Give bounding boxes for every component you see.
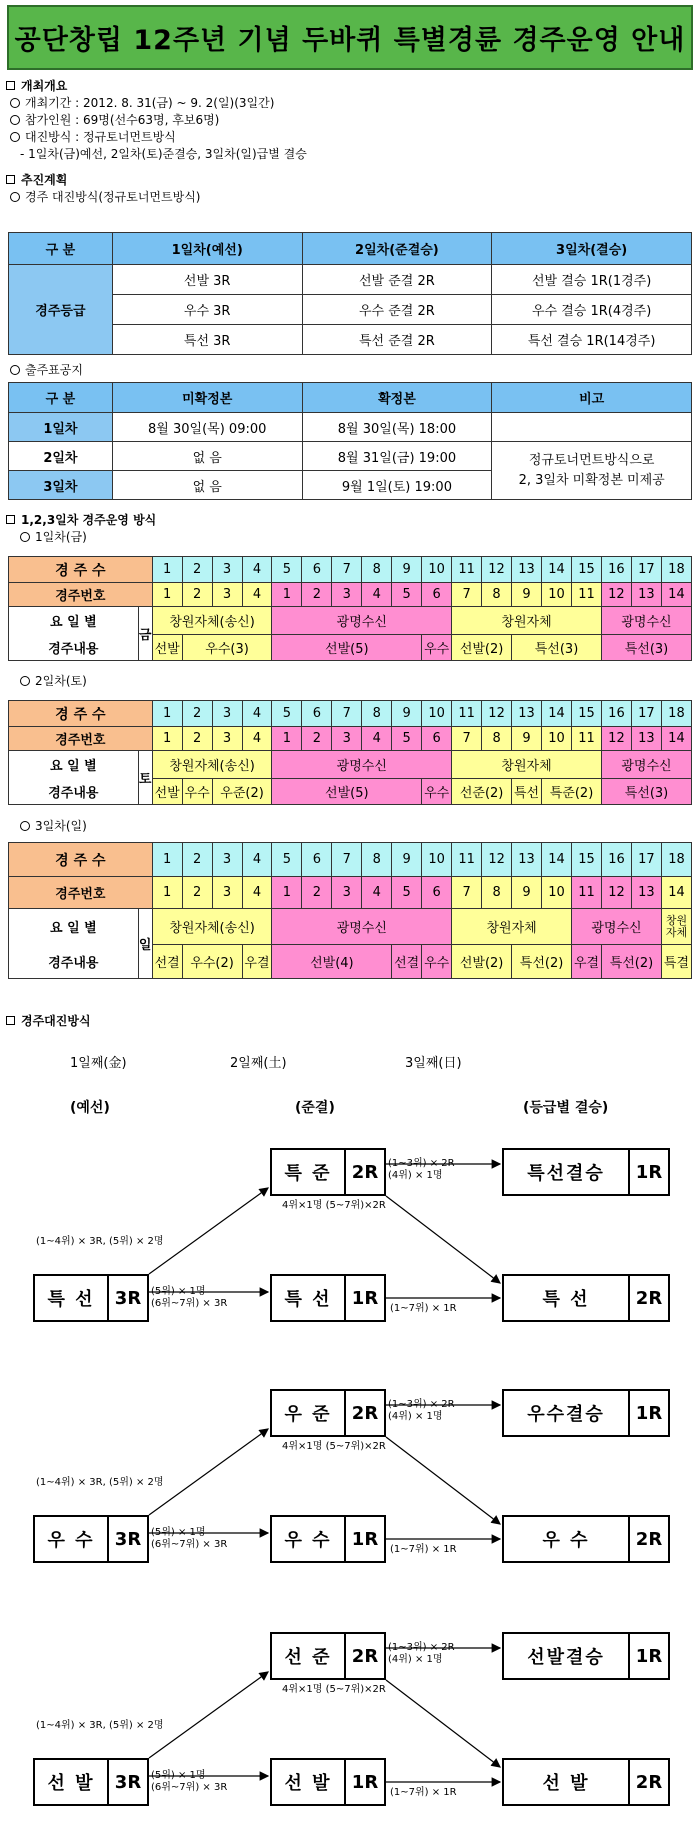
- race-count-cell: 9: [392, 843, 422, 877]
- venue: 창원자체: [452, 607, 602, 635]
- venue: 광명수신: [601, 607, 691, 635]
- bracket-box-name: 특 준: [272, 1150, 346, 1194]
- race-no-cell: 2: [302, 583, 332, 607]
- race-count-cell: 8: [362, 843, 392, 877]
- table-cell: 9월 1일(토) 19:00: [302, 471, 492, 500]
- race-content: 선준(2): [452, 779, 512, 805]
- bracket-note: (4위) × 1명: [388, 1411, 443, 1422]
- bracket-box-rounds: 2R: [635, 1287, 663, 1309]
- race-count-cell: 16: [601, 701, 631, 727]
- race-count-cell: 9: [392, 557, 422, 583]
- race-no-cell: 6: [422, 583, 452, 607]
- bracket-box-name: 특 선: [35, 1276, 109, 1320]
- bracket-box-rounds: 2R: [635, 1528, 663, 1550]
- race-no-cell: 4: [362, 583, 392, 607]
- bracket-box-rounds: 3R: [114, 1771, 142, 1793]
- bracket-note: (5위) × 1명: [151, 1770, 206, 1781]
- race-count-cell: 14: [542, 701, 572, 727]
- race-count-cell: 6: [302, 843, 332, 877]
- race-content: 특준(2): [542, 779, 602, 805]
- race-count-cell: 16: [601, 557, 631, 583]
- race-no-cell: 10: [542, 583, 572, 607]
- race-count-cell: 1: [152, 557, 182, 583]
- overview-sub: - 1일차(금)예선, 2일차(토)준결승, 3일차(일)급별 결승: [20, 147, 307, 161]
- schedule-heading: 1,2,3일차 경주운영 방식: [21, 513, 157, 527]
- race-count-cell: 5: [272, 557, 302, 583]
- race-count-cell: 2: [182, 843, 212, 877]
- race-no-cell: 2: [182, 877, 212, 909]
- overview-item: 참가인원 : 69명(선수63명, 후보6명): [25, 113, 220, 127]
- race-no-cell: 3: [332, 583, 362, 607]
- race-count-cell: 1: [152, 701, 182, 727]
- table-header: 미확정본: [112, 383, 302, 413]
- bracket-note: (6위~7위) × 3R: [151, 1782, 228, 1793]
- day-label: 1일째(金): [70, 1056, 127, 1071]
- race-no-cell: 14: [661, 877, 691, 909]
- bracket-box-name: 선발결승: [504, 1634, 630, 1678]
- publish-heading: 출주표공지: [25, 363, 83, 377]
- row-label: 1일차: [9, 413, 113, 442]
- table-header: 2일차(준결승): [302, 233, 492, 265]
- race-no-cell: 5: [392, 877, 422, 909]
- day1-label: 1일차(금): [35, 530, 87, 544]
- race-count-cell: 2: [182, 557, 212, 583]
- race-no-cell: 1: [272, 583, 302, 607]
- day-label: 3일째(日): [405, 1056, 462, 1071]
- race-no-cell: 4: [242, 583, 272, 607]
- race-content: 특선(2): [512, 945, 572, 979]
- bracket-note: (1~3위) × 2R: [388, 1158, 455, 1169]
- race-count-cell: 2: [182, 701, 212, 727]
- race-content: 특선(2): [601, 945, 661, 979]
- bracket-heading: 경주대진방식: [21, 1014, 91, 1028]
- race-count-cell: 4: [242, 843, 272, 877]
- overview-heading: 개최개요: [21, 79, 68, 93]
- table-header: 확정본: [302, 383, 492, 413]
- race-no-cell: 3: [212, 583, 242, 607]
- daily-label: 요 일 별: [9, 607, 139, 635]
- race-count-cell: 5: [272, 701, 302, 727]
- venue: 광명수신: [272, 909, 452, 945]
- race-content: 우결: [242, 945, 272, 979]
- race-content: 선발(5): [272, 779, 422, 805]
- race-no-cell: 7: [452, 727, 482, 751]
- bracket-arrow: [386, 1437, 500, 1524]
- bracket-box-rounds: 1R: [351, 1528, 379, 1550]
- bracket-box-name: 우 수: [272, 1517, 346, 1561]
- race-count-cell: 10: [422, 701, 452, 727]
- race-content: 특결: [661, 945, 691, 979]
- plan-heading: 추진계획: [21, 173, 68, 187]
- bracket-box-name: 선 발: [35, 1760, 109, 1804]
- weekday: 일: [138, 909, 152, 979]
- bracket-box-rounds: 1R: [351, 1771, 379, 1793]
- race-no-cell: 3: [332, 727, 362, 751]
- bracket-note: (1~7위) × 1R: [390, 1544, 457, 1555]
- race-content: 특선(3): [512, 635, 602, 661]
- race-count-cell: 8: [362, 701, 392, 727]
- race-count-label: 경 주 수: [9, 701, 153, 727]
- race-no-cell: 3: [212, 877, 242, 909]
- venue: 창원자체: [452, 751, 602, 779]
- race-no-cell: 8: [482, 877, 512, 909]
- race-count-cell: 6: [302, 557, 332, 583]
- race-count-label: 경 주 수: [9, 843, 153, 877]
- race-count-cell: 5: [272, 843, 302, 877]
- race-no-cell: 1: [152, 877, 182, 909]
- race-content: 우수(2): [182, 945, 242, 979]
- bracket-box-rounds: 3R: [114, 1528, 142, 1550]
- race-count-cell: 18: [661, 701, 691, 727]
- table-cell: 선발 3R: [112, 265, 302, 295]
- bracket-note: (1~4위) × 3R, (5위) × 2명: [36, 1720, 164, 1731]
- race-no-cell: 2: [182, 583, 212, 607]
- venue: 창원자체(송신): [152, 909, 272, 945]
- table-cell: 특선 3R: [112, 325, 302, 355]
- bracket-box-name: 선 준: [272, 1634, 346, 1678]
- race-no-cell: 14: [661, 583, 691, 607]
- bracket-note: (1~7위) × 1R: [390, 1303, 457, 1314]
- bracket-box-name: 특선결승: [504, 1150, 630, 1194]
- race-no-cell: 4: [362, 727, 392, 751]
- race-no-cell: 13: [631, 583, 661, 607]
- race-content: 선발: [152, 635, 182, 661]
- daily-label: 요 일 별: [9, 751, 139, 779]
- race-content: 우결: [572, 945, 602, 979]
- race-no-cell: 11: [572, 877, 602, 909]
- venue: 광명수신: [272, 751, 452, 779]
- race-count-cell: 11: [452, 557, 482, 583]
- plan-sub-heading: 경주 대진방식(정규토너먼트방식): [25, 190, 201, 204]
- race-content: 선발(2): [452, 635, 512, 661]
- bracket-note: 4위×1명 (5~7위)×2R: [282, 1200, 386, 1211]
- race-no-cell: 10: [542, 727, 572, 751]
- bracket-arrow: [149, 1429, 268, 1515]
- race-count-cell: 4: [242, 701, 272, 727]
- race-count-cell: 11: [452, 701, 482, 727]
- bracket-box-rounds: 1R: [635, 1161, 663, 1183]
- table-cell: 우수 준결 2R: [302, 295, 492, 325]
- bracket-box-name: 우 수: [35, 1517, 109, 1561]
- race-count-cell: 17: [631, 557, 661, 583]
- race-no-cell: 5: [392, 727, 422, 751]
- day2-label: 2일차(토): [35, 674, 87, 688]
- bracket-note: (1~3위) × 2R: [388, 1642, 455, 1653]
- race-count-cell: 12: [482, 701, 512, 727]
- table-header: 구 분: [9, 233, 113, 265]
- race-content: 우수: [422, 779, 452, 805]
- bracket-arrow: [386, 1196, 500, 1283]
- bracket-arrow: [386, 1680, 500, 1767]
- table-cell: 선발 준결 2R: [302, 265, 492, 295]
- stage-label: (예선): [70, 1100, 110, 1116]
- race-count-cell: 3: [212, 701, 242, 727]
- bracket-box-rounds: 1R: [635, 1402, 663, 1424]
- bracket-note: (5위) × 1명: [151, 1527, 206, 1538]
- day3-label: 3일차(일): [35, 819, 87, 833]
- bracket-note: (1~3위) × 2R: [388, 1399, 455, 1410]
- stage-label: (준결): [295, 1100, 335, 1116]
- bracket-box-rounds: 1R: [351, 1287, 379, 1309]
- table-header: 비고: [492, 383, 692, 413]
- race-count-cell: 18: [661, 557, 691, 583]
- race-content: 특선(3): [601, 635, 691, 661]
- table-cell: 8월 30일(목) 18:00: [302, 413, 492, 442]
- race-no-label: 경주번호: [9, 877, 153, 909]
- race-content: 우준(2): [212, 779, 272, 805]
- day-label: 2일째(土): [230, 1056, 287, 1071]
- race-no-cell: 3: [212, 727, 242, 751]
- race-count-cell: 15: [572, 701, 602, 727]
- race-no-cell: 9: [512, 727, 542, 751]
- venue: 광명수신: [572, 909, 662, 945]
- race-no-cell: 3: [332, 877, 362, 909]
- race-content: 선발: [152, 779, 182, 805]
- race-count-cell: 17: [631, 843, 661, 877]
- race-content: 우수(3): [182, 635, 272, 661]
- venue: 창원자체: [452, 909, 572, 945]
- overview-item: 대진방식 : 정규토너먼트방식: [25, 130, 176, 144]
- bracket-note: 4위×1명 (5~7위)×2R: [282, 1684, 386, 1695]
- race-no-cell: 9: [512, 583, 542, 607]
- bracket-note: (4위) × 1명: [388, 1654, 443, 1665]
- bracket-arrow: [149, 1672, 268, 1758]
- race-no-cell: 2: [182, 727, 212, 751]
- bracket-box-name: 특 선: [504, 1276, 630, 1320]
- table-note: 정규토너먼트방식으로 2, 3일차 미확정본 미제공: [492, 442, 692, 500]
- race-count-cell: 1: [152, 843, 182, 877]
- race-count-cell: 12: [482, 843, 512, 877]
- venue: 창원자체(송신): [152, 751, 272, 779]
- bracket-note: (6위~7위) × 3R: [151, 1298, 228, 1309]
- race-count-cell: 13: [512, 557, 542, 583]
- race-count-cell: 3: [212, 557, 242, 583]
- race-no-cell: 11: [571, 583, 601, 607]
- race-count-cell: 14: [542, 843, 572, 877]
- race-no-cell: 12: [601, 727, 631, 751]
- race-count-cell: 10: [422, 843, 452, 877]
- race-no-label: 경주번호: [9, 583, 153, 607]
- race-count-cell: 3: [212, 843, 242, 877]
- table-cell: 8월 31일(금) 19:00: [302, 442, 492, 471]
- row-label: 3일차: [9, 471, 113, 500]
- bracket-box-name: 선 발: [272, 1760, 346, 1804]
- table-cell: 없 음: [112, 442, 302, 471]
- bracket-note: (1~4위) × 3R, (5위) × 2명: [36, 1236, 164, 1247]
- bracket-box-rounds: 2R: [351, 1161, 379, 1183]
- race-no-cell: 1: [152, 583, 182, 607]
- race-content: 특선: [512, 779, 542, 805]
- bracket-box-name: 우 수: [504, 1517, 630, 1561]
- race-content: 선발(2): [452, 945, 512, 979]
- race-no-cell: 12: [601, 877, 631, 909]
- race-no-cell: 1: [272, 877, 302, 909]
- race-content: 선발(4): [272, 945, 392, 979]
- daily-label: 요 일 별: [9, 909, 139, 945]
- race-content: 선결: [392, 945, 422, 979]
- race-no-cell: 4: [242, 877, 272, 909]
- race-count-cell: 12: [482, 557, 512, 583]
- race-count-label: 경 주 수: [9, 557, 153, 583]
- bracket-box-rounds: 2R: [351, 1402, 379, 1424]
- race-content: 선발(5): [272, 635, 422, 661]
- race-no-cell: 13: [631, 727, 661, 751]
- venue: 창원자체(송신): [152, 607, 272, 635]
- race-no-label: 경주번호: [9, 727, 153, 751]
- table-cell: 없 음: [112, 471, 302, 500]
- table-cell: 우수 3R: [112, 295, 302, 325]
- table-header: 3일차(결승): [492, 233, 692, 265]
- race-no-cell: 7: [452, 583, 482, 607]
- race-count-cell: 6: [302, 701, 332, 727]
- race-count-cell: 18: [661, 843, 691, 877]
- race-content: 우수: [422, 635, 452, 661]
- row-label: 2일차: [9, 442, 113, 471]
- race-count-cell: 11: [452, 843, 482, 877]
- bracket-box-rounds: 2R: [635, 1771, 663, 1793]
- race-no-cell: 7: [452, 877, 482, 909]
- bracket-note: (5위) × 1명: [151, 1286, 206, 1297]
- venue: 광명수신: [272, 607, 452, 635]
- bracket-box-name: 특 선: [272, 1276, 346, 1320]
- race-count-cell: 9: [392, 701, 422, 727]
- race-no-cell: 12: [601, 583, 631, 607]
- race-no-cell: 10: [542, 877, 572, 909]
- race-count-cell: 7: [332, 843, 362, 877]
- table-cell: 선발 결승 1R(1경주): [492, 265, 692, 295]
- table-cell: 8월 30일(목) 09:00: [112, 413, 302, 442]
- table-cell: 우수 결승 1R(4경주): [492, 295, 692, 325]
- page-title: 공단창립 12주년 기념 두바퀴 특별경륜 경주운영 안내: [7, 5, 693, 70]
- race-count-cell: 8: [362, 557, 392, 583]
- race-no-cell: 13: [631, 877, 661, 909]
- race-count-cell: 7: [332, 557, 362, 583]
- table-cell: 특선 결승 1R(14경주): [492, 325, 692, 355]
- table-cell: 특선 준결 2R: [302, 325, 492, 355]
- race-no-cell: 4: [362, 877, 392, 909]
- race-count-cell: 13: [512, 843, 542, 877]
- table-header: 1일차(예선): [112, 233, 302, 265]
- bracket-box-rounds: 1R: [635, 1645, 663, 1667]
- table-header: 구 분: [9, 383, 113, 413]
- row-label: 경주등급: [9, 265, 113, 355]
- race-content: 선결: [152, 945, 182, 979]
- bracket-box-rounds: 2R: [351, 1645, 379, 1667]
- race-no-cell: 8: [482, 583, 512, 607]
- weekday: 토: [138, 751, 152, 805]
- daily-label: 경주내용: [9, 635, 139, 661]
- race-no-cell: 6: [422, 877, 452, 909]
- bracket-box-name: 우 준: [272, 1391, 346, 1435]
- bracket-note: (1~4위) × 3R, (5위) × 2명: [36, 1477, 164, 1488]
- stage-label: (등급별 결승): [523, 1100, 609, 1116]
- race-no-cell: 2: [302, 877, 332, 909]
- venue: 광명수신: [601, 751, 691, 779]
- race-no-cell: 1: [152, 727, 182, 751]
- race-count-cell: 17: [631, 701, 661, 727]
- bracket-arrow: [149, 1188, 268, 1274]
- bracket-box-rounds: 3R: [114, 1287, 142, 1309]
- venue: 창원자체: [661, 909, 691, 945]
- daily-label: 경주내용: [9, 779, 139, 805]
- race-no-cell: 5: [392, 583, 422, 607]
- bracket-box-name: 선 발: [504, 1760, 630, 1804]
- race-count-cell: 13: [512, 701, 542, 727]
- race-no-cell: 8: [482, 727, 512, 751]
- bracket-note: (4위) × 1명: [388, 1170, 443, 1181]
- race-content: 우수: [422, 945, 452, 979]
- race-count-cell: 15: [572, 843, 602, 877]
- race-no-cell: 4: [242, 727, 272, 751]
- daily-label: 경주내용: [9, 945, 139, 979]
- race-content: 특선(3): [601, 779, 691, 805]
- overview-item: 개최기간 : 2012. 8. 31(금) ~ 9. 2(일)(3일간): [25, 96, 275, 110]
- race-count-cell: 14: [542, 557, 572, 583]
- race-no-cell: 11: [572, 727, 602, 751]
- weekday: 금: [138, 607, 152, 661]
- bracket-box-name: 우수결승: [504, 1391, 630, 1435]
- race-no-cell: 2: [302, 727, 332, 751]
- race-count-cell: 15: [571, 557, 601, 583]
- race-no-cell: 9: [512, 877, 542, 909]
- race-content: 우수: [182, 779, 212, 805]
- race-count-cell: 10: [422, 557, 452, 583]
- bracket-note: (1~7위) × 1R: [390, 1787, 457, 1798]
- race-count-cell: 16: [601, 843, 631, 877]
- race-no-cell: 1: [272, 727, 302, 751]
- race-no-cell: 6: [422, 727, 452, 751]
- race-count-cell: 4: [242, 557, 272, 583]
- race-no-cell: 14: [661, 727, 691, 751]
- bracket-note: 4위×1명 (5~7위)×2R: [282, 1441, 386, 1452]
- race-count-cell: 7: [332, 701, 362, 727]
- bracket-note: (6위~7위) × 3R: [151, 1539, 228, 1550]
